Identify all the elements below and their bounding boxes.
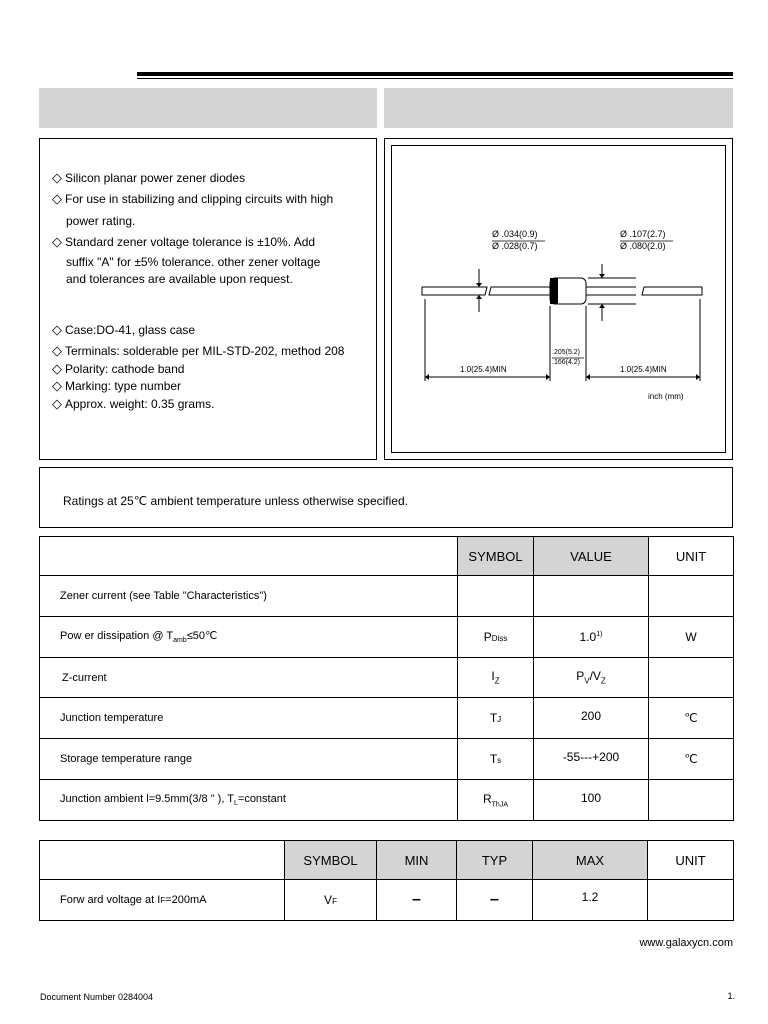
outline-drawing-frame xyxy=(391,145,726,453)
unit-header: UNIT xyxy=(648,841,734,880)
symbol-cell: $R_{ThJA}$ xyxy=(458,780,534,821)
feature-item: ◇ For use in stabilizing and clipping circuits with high xyxy=(52,191,334,206)
diamond-bullet-icon: ◇ xyxy=(52,343,62,358)
table-row xyxy=(40,780,734,821)
min-header: MIN xyxy=(377,841,457,880)
body-length-min: .166(4.2) xyxy=(552,359,581,366)
param-cell: Junction ambient l=9.5mm(3/8 " ), $T_L=constant$ xyxy=(40,780,458,821)
table-row xyxy=(40,617,734,658)
param-header xyxy=(40,841,285,880)
page-number: 1. xyxy=(727,991,735,1001)
param-header xyxy=(40,537,458,576)
symbol-cell xyxy=(458,576,534,617)
right-lead-end xyxy=(642,287,702,295)
company-url[interactable]: www.galaxycn.com xyxy=(639,937,733,949)
table-row xyxy=(40,576,734,617)
document-number: Document Number 0284004 xyxy=(40,992,154,1002)
typ-cell: – xyxy=(457,880,533,921)
unit-cell xyxy=(649,576,734,617)
feature-item-continued: power rating. xyxy=(66,214,136,228)
symbol-cell: $I_Z$ xyxy=(458,658,534,698)
spec-item: ◇ Terminals: solderable per MIL-STD-202, method 208 xyxy=(52,343,345,358)
value-cell: -55---+200 xyxy=(534,739,649,780)
value-cell xyxy=(534,576,649,617)
diamond-bullet-icon: ◇ xyxy=(52,361,62,376)
diamond-bullet-icon: ◇ xyxy=(52,234,62,249)
table-row xyxy=(40,739,734,780)
spec-item: ◇ Case:DO-41, glass case xyxy=(52,322,196,337)
table-row xyxy=(40,658,734,698)
unit-cell xyxy=(649,780,734,821)
max-cell: 1.2 xyxy=(533,880,648,921)
param-cell: Pow er dissipation @ $T_{amb}\le 50℃$ xyxy=(40,617,458,658)
param-cell: Junction temperature xyxy=(40,698,458,739)
ratings-note-box xyxy=(39,467,733,528)
feature-item-continued: suffix "A" for ±5% tolerance. other zener voltage xyxy=(66,255,321,269)
body-diameter-max: Ø .107(2.7) xyxy=(620,229,666,239)
symbol-header: SYMBOL xyxy=(458,537,534,576)
feature-item-continued: and tolerances are available upon request. xyxy=(66,272,293,286)
table-row xyxy=(40,698,734,739)
value-cell: 100 xyxy=(534,780,649,821)
diamond-bullet-icon: ◇ xyxy=(52,396,62,411)
lead-diameter-max: Ø .034(0.9) xyxy=(492,229,538,239)
spec-item: ◇ Approx. weight: 0.35 grams. xyxy=(52,396,215,411)
param-cell: Z-current xyxy=(40,658,458,698)
min-cell: – xyxy=(377,880,457,921)
table-header-row xyxy=(40,537,734,576)
header-rule-thin xyxy=(137,78,733,79)
symbol-cell: Ts xyxy=(458,739,534,780)
value-cell: 1.0$^{1)}$ xyxy=(534,617,649,658)
feature-item: ◇ Silicon planar power zener diodes xyxy=(52,170,246,185)
outline-heading-bar xyxy=(384,88,733,128)
value-cell: $P_V/V_Z$ xyxy=(534,658,649,698)
left-lead-length: 1.0(25.4)MIN xyxy=(460,365,507,374)
features-heading-bar xyxy=(39,88,377,128)
unit-cell xyxy=(648,880,734,921)
unit-cell xyxy=(649,658,734,698)
symbol-cell: PDiss xyxy=(458,617,534,658)
table-row xyxy=(40,880,734,921)
right-lead-length: 1.0(25.4)MIN xyxy=(620,365,667,374)
outline-drawing-box xyxy=(384,138,733,460)
diamond-bullet-icon: ◇ xyxy=(52,191,62,206)
unit-cell: ℃ xyxy=(649,698,734,739)
param-cell: Storage temperature range xyxy=(40,739,458,780)
symbol-cell: VF xyxy=(285,880,377,921)
unit-cell: W xyxy=(649,617,734,658)
body-diameter-min: Ø .080(2.0) xyxy=(620,241,666,251)
spec-item: ◇ Marking: type number xyxy=(52,378,182,393)
do41-package-drawing xyxy=(392,146,725,452)
ratings-note: Ratings at 25℃ ambient temperature unless otherwise specified. xyxy=(63,494,408,508)
left-lead-inner xyxy=(489,287,550,295)
body-length-max: .205(5.2) xyxy=(552,349,581,356)
cathode-band xyxy=(550,278,558,304)
spec-item: ◇ Polarity: cathode band xyxy=(52,361,185,376)
max-header: MAX xyxy=(533,841,648,880)
typ-header: TYP xyxy=(457,841,533,880)
symbol-header: SYMBOL xyxy=(285,841,377,880)
diamond-bullet-icon: ◇ xyxy=(52,170,62,185)
value-cell: 200 xyxy=(534,698,649,739)
param-cell: Forw ard voltage at IF=200mA xyxy=(40,880,285,921)
param-cell: Zener current (see Table "Characteristics") xyxy=(40,576,458,617)
characteristics-table xyxy=(39,840,734,921)
diamond-bullet-icon: ◇ xyxy=(52,322,62,337)
unit-header: UNIT xyxy=(649,537,734,576)
value-header: VALUE xyxy=(534,537,649,576)
units-label: inch (mm) xyxy=(648,392,684,401)
header-rule-thick xyxy=(137,72,733,76)
unit-cell: ℃ xyxy=(649,739,734,780)
table-header-row xyxy=(40,841,734,880)
feature-item: ◇ Standard zener voltage tolerance is ±10%. Add xyxy=(52,234,316,249)
features-box xyxy=(39,138,377,460)
ratings-table xyxy=(39,536,734,821)
lead-diameter-min: Ø .028(0.7) xyxy=(492,241,538,251)
diamond-bullet-icon: ◇ xyxy=(52,378,62,393)
symbol-cell: TJ xyxy=(458,698,534,739)
left-lead xyxy=(422,287,487,295)
